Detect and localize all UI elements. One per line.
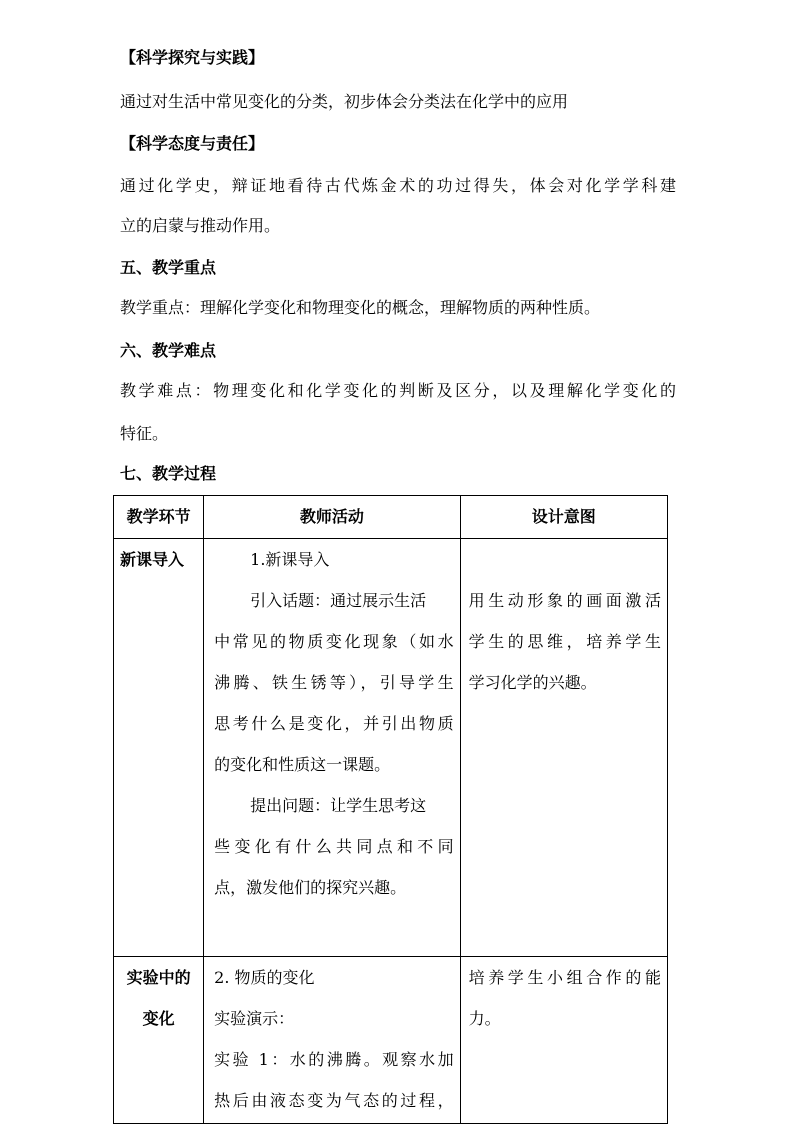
activity-line: 实验演示： — [214, 1009, 295, 1028]
activity-line: 2. 物质的变化 — [214, 968, 315, 987]
activity-line: 热后由液态变为气态的过程， — [214, 1091, 454, 1110]
table-cell-activity — [204, 539, 460, 957]
paragraph-difficulty-line1: 教学难点：物理变化和化学变化的判断及区分，以及理解化学变化的 — [120, 381, 676, 400]
section-heading-attitude: 【科学态度与责任】 — [120, 134, 265, 153]
table-row — [114, 957, 668, 1124]
paragraph-difficulty-line2: 特征。 — [120, 424, 169, 443]
table-header-row — [114, 496, 668, 539]
stage-label-line2: 变化 — [142, 1009, 175, 1028]
table-row — [114, 539, 668, 957]
intent-line: 力。 — [468, 1009, 501, 1028]
stage-label: 新课导入 — [120, 550, 185, 569]
activity-line: 中常见的物质变化现象（如水 — [214, 632, 454, 651]
intent-line: 培养学生小组合作的能 — [468, 968, 661, 987]
activity-line: 沸腾、铁生锈等），引导学生 — [214, 673, 454, 692]
paragraph-focus: 教学重点：理解化学变化和物理变化的概念，理解物质的两种性质。 — [120, 298, 601, 317]
paragraph-attitude-line2: 立的启蒙与推动作用。 — [120, 216, 281, 235]
activity-line: 的变化和性质这一课题。 — [214, 755, 391, 774]
activity-line: 提出问题：让学生思考这 — [250, 796, 427, 815]
stage-label-line1: 实验中的 — [126, 968, 191, 987]
table-header-cell — [460, 496, 667, 539]
table-cell-activity — [204, 957, 460, 1124]
activity-line: 些变化有什么共同点和不同 — [214, 837, 454, 856]
paragraph-inquiry: 通过对生活中常见变化的分类，初步体会分类法在化学中的应用 — [120, 92, 569, 111]
table-cell-intent — [460, 539, 667, 957]
table-header-cell — [204, 496, 460, 539]
header-intent: 设计意图 — [531, 507, 596, 526]
activity-line: 点，激发他们的探究兴趣。 — [214, 878, 407, 897]
paragraph-attitude-line1: 通过化学史，辩证地看待古代炼金术的功过得失，体会对化学学科建 — [120, 176, 676, 195]
table-cell-stage — [114, 539, 204, 957]
header-activity: 教师活动 — [299, 507, 364, 526]
section-heading-focus: 五、教学重点 — [120, 258, 217, 277]
section-heading-process: 七、教学过程 — [120, 464, 217, 483]
activity-line: 实验 1：水的沸腾。观察水加 — [214, 1050, 454, 1069]
table-header-cell — [114, 496, 204, 539]
intent-line: 用生动形象的画面激活 — [468, 591, 661, 610]
activity-line: 思考什么是变化，并引出物质 — [214, 714, 454, 733]
table-cell-intent — [460, 957, 667, 1124]
table-cell-stage — [114, 957, 204, 1124]
section-heading-difficulty: 六、教学难点 — [120, 341, 217, 360]
teaching-process-table — [113, 495, 668, 1124]
header-stage: 教学环节 — [126, 507, 191, 526]
intent-line: 学生的思维，培养学生 — [468, 632, 661, 651]
section-heading-inquiry: 【科学探究与实践】 — [120, 48, 265, 67]
intent-line: 学习化学的兴趣。 — [468, 673, 597, 692]
activity-line: 1.新课导入 — [250, 550, 330, 569]
activity-line: 引入话题：通过展示生活 — [250, 591, 427, 610]
